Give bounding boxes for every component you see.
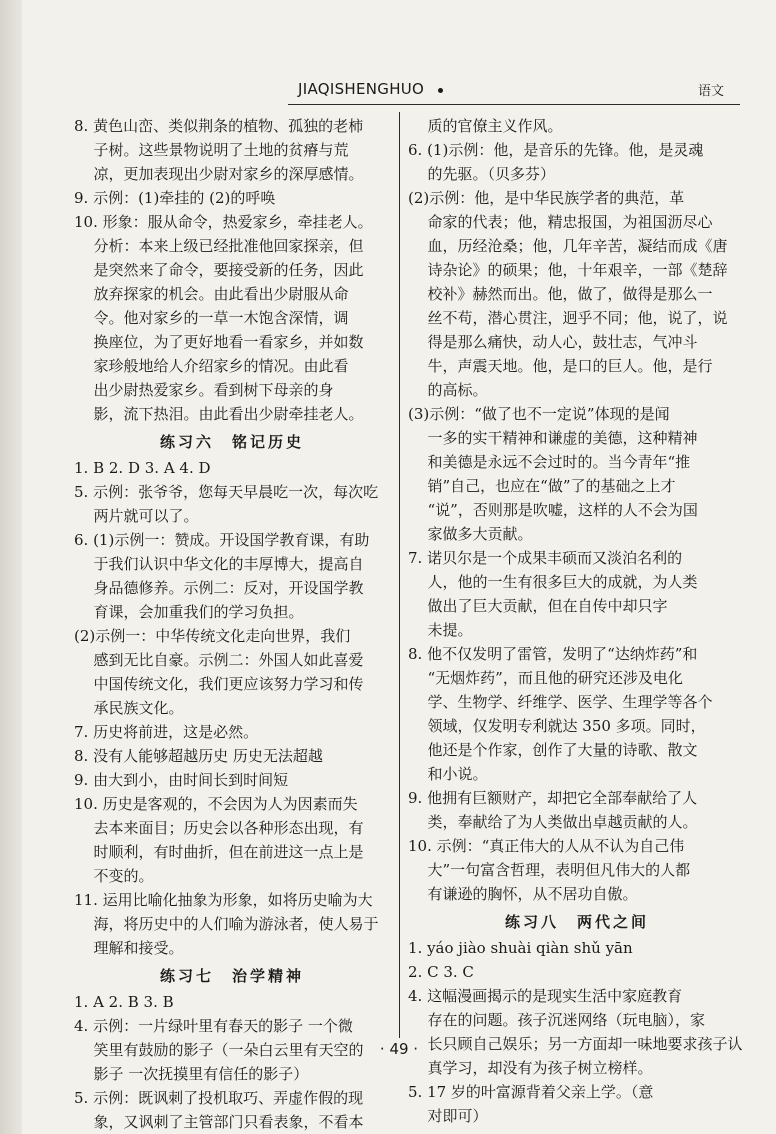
- answer-line: 人，他的一生有很多巨大的成就，为人类: [427, 573, 698, 591]
- answer-item: (3)示例：“做了也不一定说”体现的是闻: [408, 405, 670, 423]
- answer-item: 4. 示例：一片绿叶里有春天的影子 一个微: [74, 1017, 353, 1035]
- answer-line: 真学习，却没有为孩子树立榜样。: [427, 1059, 653, 1077]
- answer-item: 2. C 3. C: [408, 963, 474, 981]
- answer-line: 一多的实干精神和谦虚的美德，这种精神: [427, 429, 698, 447]
- answer-line: 存在的问题。孩子沉迷网络（玩电脑），家: [427, 1011, 706, 1029]
- answer-line: “无烟炸药”，而且他的研究还涉及电化: [427, 669, 683, 687]
- answer-line: 家珍般地给人介绍家乡的情况。由此看: [93, 357, 349, 375]
- answer-item: 1. yáo jiào shuài qiàn shǔ yān: [408, 939, 633, 957]
- answer-item: 9. 他拥有巨额财产，却把它全部奉献给了人: [408, 789, 698, 807]
- running-header-subject: 语文: [698, 84, 725, 99]
- answer-line: 子树。这些景物说明了土地的贫瘠与荒: [93, 141, 349, 159]
- answer-item: 5. 示例：张爷爷，您每天早晨吃一次，每次吃: [74, 483, 379, 501]
- textbook-page: [22, 0, 776, 1134]
- answer-line: 换座位，为了更好地看一看家乡，并如数: [93, 333, 364, 351]
- header-rule: [288, 104, 740, 105]
- answer-line: 对即可）: [427, 1107, 488, 1125]
- answer-item: 5. 17 岁的叶富源背着父亲上学。（意: [408, 1083, 654, 1101]
- answer-line: 未提。: [427, 621, 473, 639]
- answer-item: 8. 没有人能够超越历史 历史无法超越: [74, 747, 323, 765]
- answer-line: 影，流下热泪。由此看出少尉牵挂老人。: [93, 405, 364, 423]
- section-heading: 练习七 治学精神: [159, 967, 304, 985]
- header-bullet-icon: [438, 88, 443, 93]
- answer-line: 感到无比自豪。示例二：外国人如此喜爱: [93, 651, 364, 669]
- answer-line: 有谦逊的胸怀，从不居功自傲。: [427, 885, 638, 903]
- answer-item: 1. A 2. B 3. B: [74, 993, 174, 1011]
- answer-item: 5. 示例：既讽刺了投机取巧、弄虚作假的现: [74, 1089, 364, 1107]
- answer-line: 分析：本来上级已经批准他回家探亲，但: [93, 237, 364, 255]
- answer-line: “说”，否则那是吹嘘，这样的人不会为国: [427, 501, 698, 519]
- running-header-title: JIAQISHENGHUO: [298, 80, 425, 98]
- answer-line: 和小说。: [427, 765, 488, 783]
- answer-line: 命家的代表；他，精忠报国，为祖国沥尽心: [427, 213, 713, 231]
- answer-item: 6. (1)示例：他，是音乐的先锋。他，是灵魂: [408, 141, 704, 159]
- answer-line: 学、生物学、纤维学、医学、生理学等各个: [427, 693, 713, 711]
- answer-item: 1. B 2. D 3. A 4. D: [74, 459, 211, 477]
- answer-line: 不变的。: [93, 867, 154, 885]
- answer-line: 承民族文化。: [93, 699, 184, 717]
- answer-line: 时顺利，有时曲折，但在前进这一点上是: [93, 843, 364, 861]
- answer-line: 做出了巨大贡献，但在自传中却只字: [427, 597, 668, 615]
- right-column: [408, 114, 746, 1128]
- answer-item: 7. 诺贝尔是一个成果丰硕而又淡泊名利的: [408, 549, 683, 567]
- answer-line: 放弃探家的机会。由此看出少尉服从命: [93, 285, 349, 303]
- answer-line: 中国传统文化，我们更应该努力学习和传: [93, 675, 364, 693]
- answer-item: 8. 黄色山峦、类似荆条的植物、孤独的老柿: [74, 117, 364, 135]
- answer-line: 得是那么痛快，动人心，鼓壮志，气冲斗: [427, 333, 698, 351]
- section-heading: 练习六 铭记历史: [159, 433, 304, 451]
- answer-item: 9. 由大到小，由时间长到时间短: [74, 771, 289, 789]
- answer-line: 和美德是永远不会过时的。当今青年“推: [427, 453, 691, 471]
- answer-line: 于我们认识中华文化的丰厚博大，提高自: [93, 555, 364, 573]
- answer-line: 牛，声震天地。他，是口的巨人。他，是行: [427, 357, 713, 375]
- answer-line: 丝不苟，潜心贯注，迥乎不同；他，说了，说: [427, 309, 728, 327]
- answer-line: 令。他对家乡的一草一木饱含深情，调: [93, 309, 349, 327]
- column-divider: [399, 112, 400, 1038]
- answer-line: 的高标。: [427, 381, 488, 399]
- answer-line: 血，历经沧桑；他，几年辛苦，凝结而成《唐: [427, 237, 728, 255]
- left-column: [74, 114, 390, 1134]
- answer-line: 出少尉热爱家乡。看到树下母亲的身: [93, 381, 334, 399]
- answer-line: 是突然来了命令，要接受新的任务，因此: [93, 261, 364, 279]
- answer-line: 长只顾自己娱乐；另一方面却一味地要求孩子认: [427, 1035, 743, 1053]
- answer-line: 影子 一次抚摸里有信任的影子）: [93, 1065, 309, 1083]
- answer-item: 7. 历史将前进，这是必然。: [74, 723, 259, 741]
- answer-line: 他还是个作家，创作了大量的诗歌、散文: [427, 741, 698, 759]
- answer-item: (2)示例：他，是中华民族学者的典范，革: [408, 189, 685, 207]
- answer-item: 10. 历史是客观的，不会因为人为因素而失: [74, 795, 358, 813]
- section-heading: 练习八 两代之间: [504, 913, 649, 931]
- answer-line: 销”自己，也应在“做”了的基础之上才: [427, 477, 676, 495]
- answer-line: 类，奉献给了为人类做出卓越贡献的人。: [427, 813, 698, 831]
- answer-item: 9. 示例：(1)牵挂的 (2)的呼唤: [74, 189, 276, 207]
- answer-line: 校补》赫然而出。他，做了，做得是那么一: [427, 285, 713, 303]
- answer-line: 象，又讽刺了主管部门只看表象，不看本: [93, 1113, 364, 1131]
- answer-line: 理解和接受。: [93, 939, 184, 957]
- page-number: · 49 ·: [379, 1040, 419, 1058]
- answer-item: (2)示例一：中华传统文化走向世界，我们: [74, 627, 351, 645]
- answer-line: 质的官僚主义作风。: [427, 117, 563, 135]
- answer-line: 的先驱。（贝多芬）: [427, 165, 556, 183]
- answer-line: 育课，会加重我们的学习负担。: [93, 603, 304, 621]
- answer-item: 4. 这幅漫画揭示的是现实生活中家庭教育: [408, 987, 683, 1005]
- answer-line: 凉，更加表现出少尉对家乡的深厚感情。: [93, 165, 364, 183]
- answer-line: 身品德修养。示例二：反对，开设国学教: [93, 579, 364, 597]
- answer-line: 诗杂论》的硕果；他，十年艰辛，一部《楚辞: [427, 261, 728, 279]
- answer-line: 领域，仅发明专利就达 350 多项。同时，: [427, 717, 706, 735]
- answer-line: 海，将历史中的人们喻为游泳者，使人易于: [93, 915, 379, 933]
- answer-item: 10. 形象：服从命令，热爱家乡，牵挂老人。: [74, 213, 373, 231]
- answer-line: 去本来面目；历史会以各种形态出现，有: [93, 819, 364, 837]
- answer-line: 大”一句富含哲理，表明但凡伟大的人都: [427, 861, 691, 879]
- answer-item: 8. 他不仅发明了雷管，发明了“达纳炸药”和: [408, 645, 698, 663]
- answer-line: 两片就可以了。: [93, 507, 199, 525]
- answer-item: 11. 运用比喻化抽象为形象，如将历史喻为大: [74, 891, 373, 909]
- binding-shadow: [0, 0, 22, 1134]
- answer-line: 家做多大贡献。: [427, 525, 533, 543]
- answer-item: 6. (1)示例一：赞成。开设国学教育课，有助: [74, 531, 370, 549]
- answer-line: 笑里有鼓励的影子（一朵白云里有天空的: [93, 1041, 364, 1059]
- answer-item: 10. 示例：“真正伟大的人从不认为自己伟: [408, 837, 685, 855]
